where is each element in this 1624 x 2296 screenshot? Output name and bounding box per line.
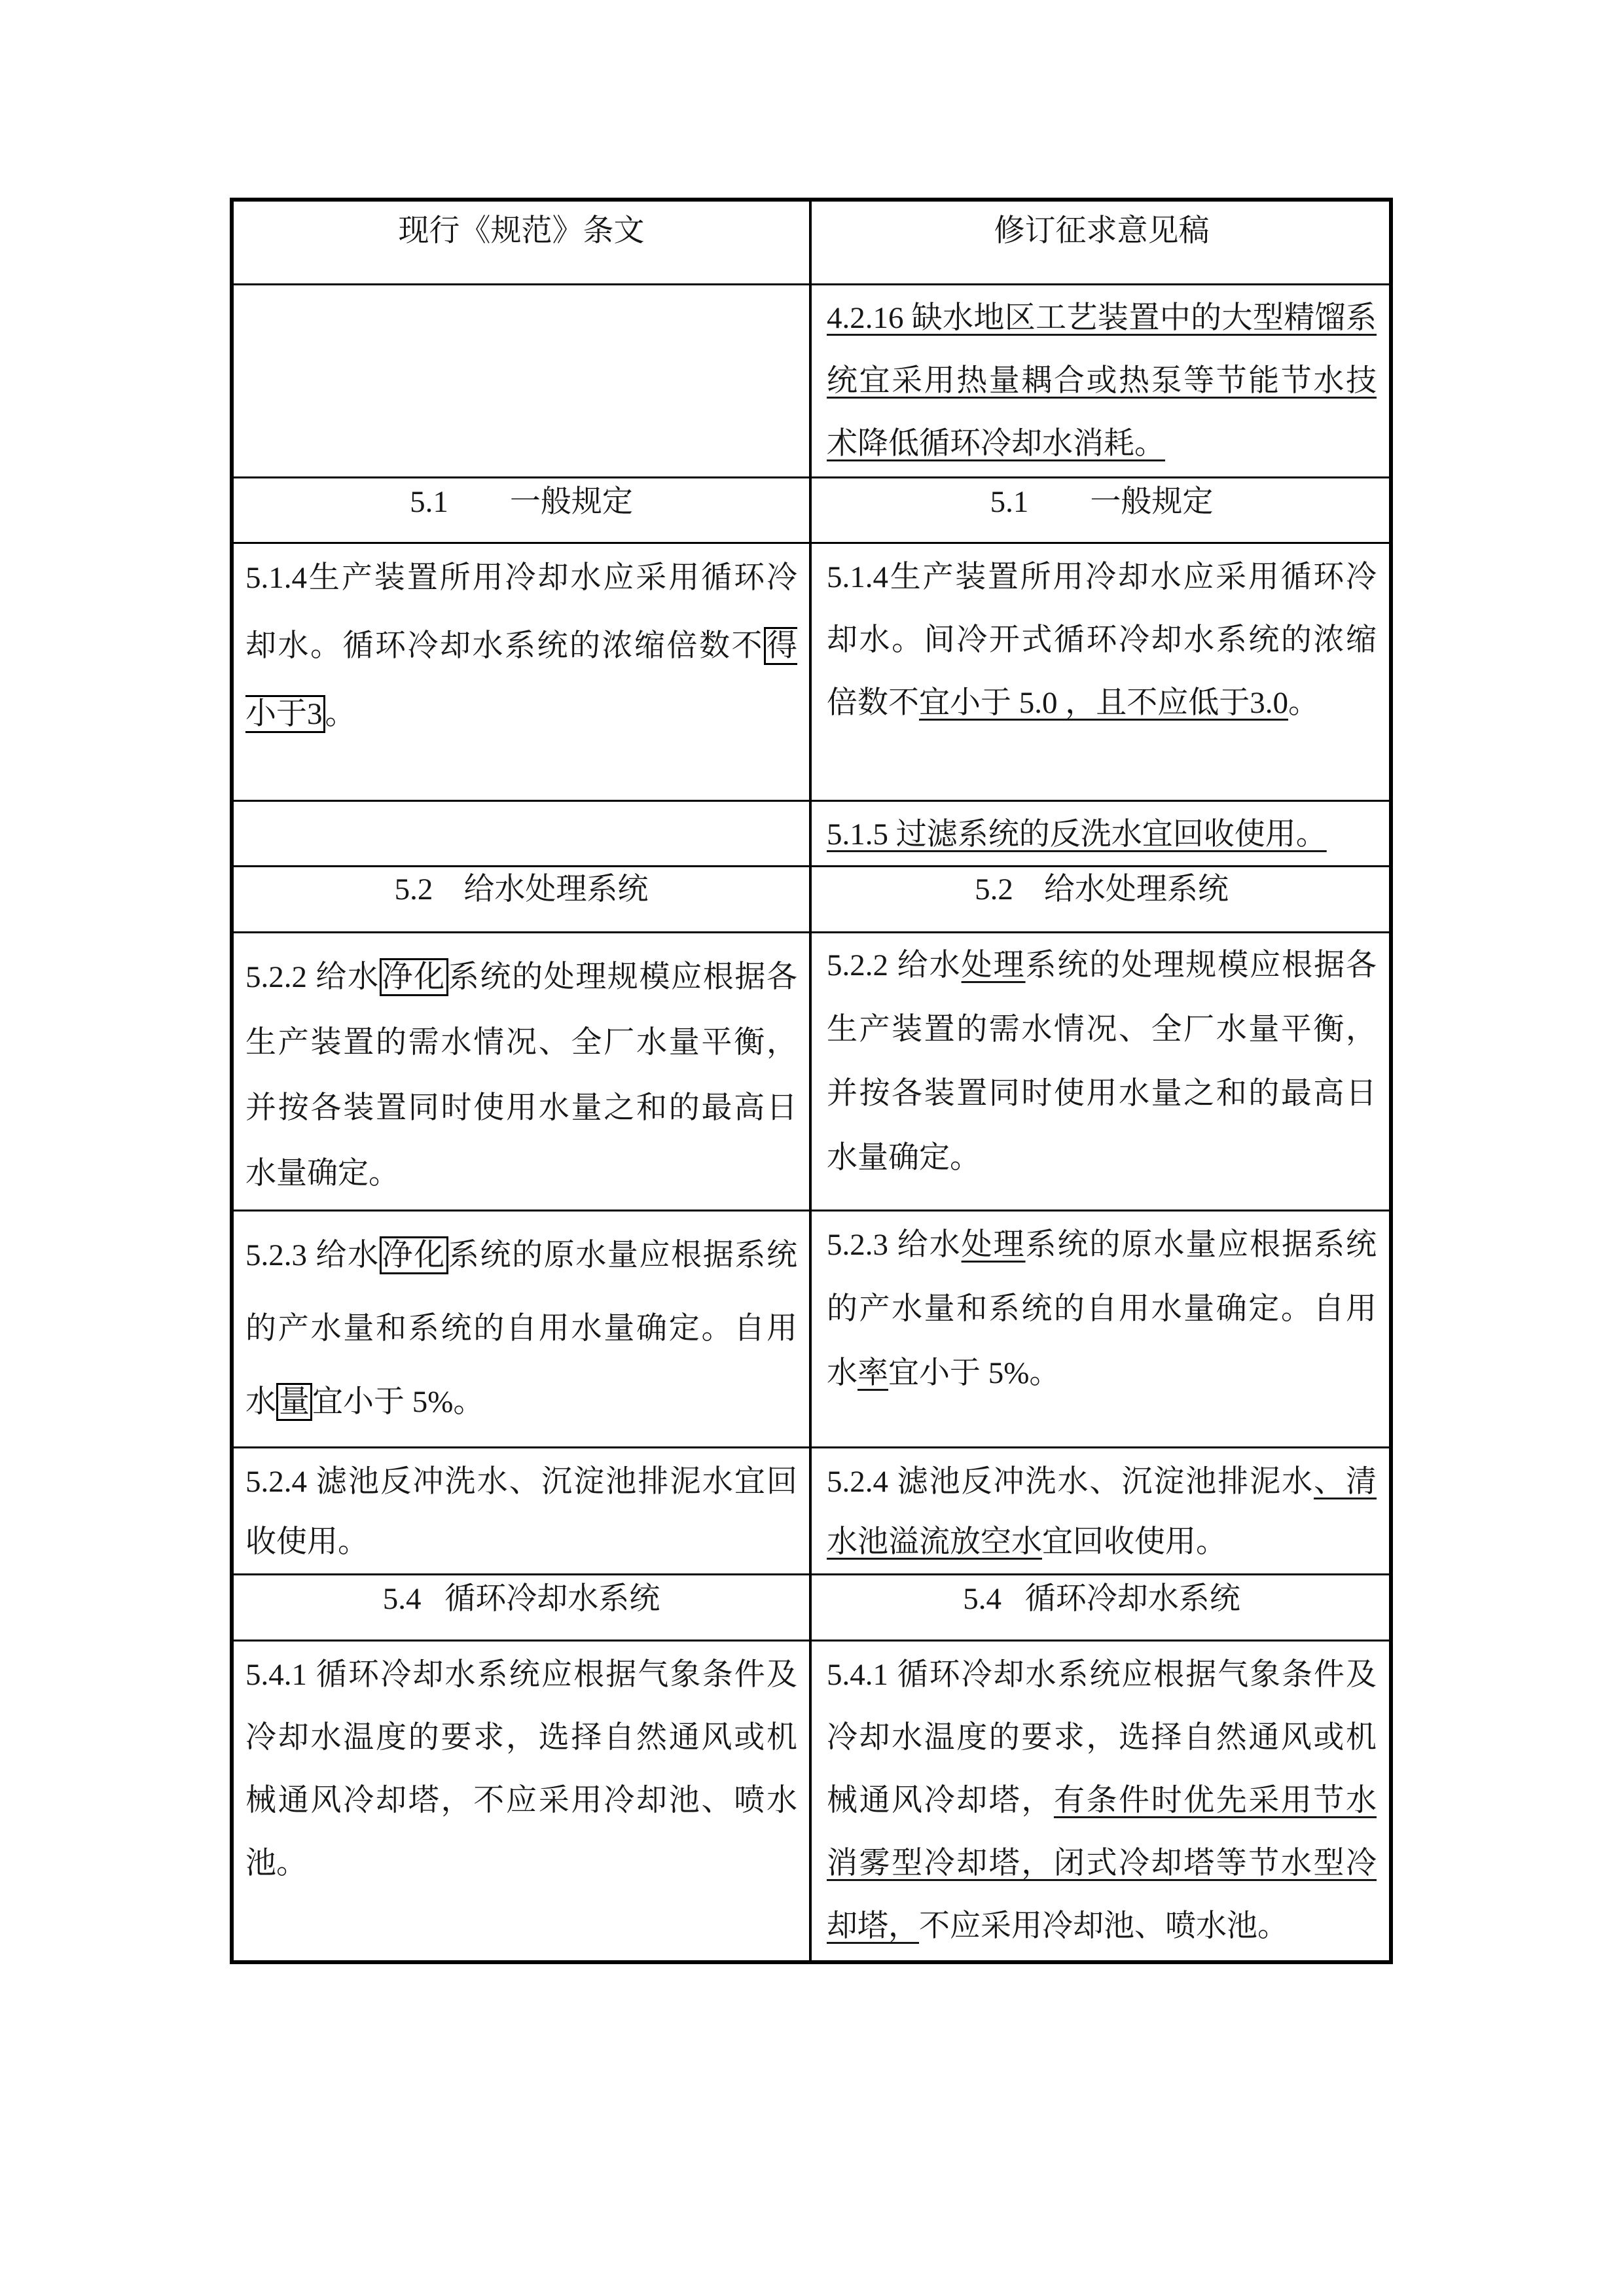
clause-text: 5.4.1 循环冷却水系统应根据气象条件及冷却水温度的要求，选择自然通风或机械通风冷却塔， — [827, 1658, 1377, 1818]
section-heading-text: 5.2 给水处理系统 — [975, 872, 1229, 906]
clause-text: 宜回收使用。 — [1042, 1525, 1227, 1559]
section-heading-text: 5.4 循环冷却水系统 — [382, 1582, 660, 1616]
table-row-5-1-5 — [234, 802, 1389, 867]
clause-text: 系统的处理规模应根据各生产装置的需水情况、全厂水量平衡，并按各装置同时使用水量之和的最高日水量确定。 — [245, 960, 798, 1191]
clause-text: 5.2.4 滤池反冲洗水、沉淀池排泥水宜回收使用。 — [245, 1465, 797, 1559]
header-current-clauses: 现行《规范》条文 — [234, 202, 812, 283]
boxed-replaced-text: 得小于3 — [245, 627, 797, 733]
table-row-5-2-2 — [234, 933, 1389, 1211]
current-clause-cell — [234, 544, 812, 800]
section-heading-current — [234, 478, 812, 542]
clause-text: 5.2.3 给水 — [245, 1238, 380, 1272]
clause-text: 宜小于 5%。 — [888, 1356, 1060, 1390]
clause-text: 系统的原水量应根据系统的产水量和系统的自用水量确定。自用水 — [827, 1228, 1377, 1390]
added-text: 处理 — [961, 948, 1026, 982]
section-row-5-2 — [234, 867, 1389, 933]
table-row-5-1-4 — [234, 544, 1389, 802]
table-row-4-2-16 — [234, 285, 1389, 478]
current-clause-cell — [234, 933, 812, 1210]
clause-text: 。 — [325, 697, 356, 731]
table-row-5-2-4 — [234, 1448, 1389, 1575]
clause-text: 。 — [1288, 686, 1319, 720]
added-text: 率 — [857, 1356, 888, 1390]
section-heading-revised — [812, 867, 1389, 931]
revised-clause-cell — [812, 285, 1389, 476]
added-text: 5.1.5 过滤系统的反洗水宜回收使用。 — [827, 817, 1327, 852]
comparison-table — [230, 198, 1393, 1964]
clause-text: 5.2.2 给水 — [827, 948, 962, 982]
current-clause-cell-empty — [234, 802, 812, 865]
revised-clause-cell — [812, 544, 1389, 800]
boxed-replaced-text: 净化 — [380, 958, 448, 996]
revised-clause-cell — [812, 1211, 1389, 1446]
added-text: 、清水池溢流放空水 — [827, 1465, 1377, 1559]
clause-text: 不应采用冷却池、喷水池。 — [919, 1909, 1288, 1943]
clause-text: 5.4.1 循环冷却水系统应根据气象条件及冷却水温度的要求，选择自然通风或机械通风冷却塔，不应采用冷却池、喷水池。 — [245, 1658, 797, 1880]
section-heading-current — [234, 1575, 812, 1640]
section-heading-revised — [812, 478, 1389, 542]
clause-text: 5.2.2 给水 — [245, 960, 380, 994]
boxed-replaced-text: 净化 — [380, 1236, 448, 1274]
clause-text: 5.1.4生产装置所用冷却水应采用循环冷却水。循环冷却水系统的浓缩倍数不 — [245, 561, 797, 663]
section-heading-revised — [812, 1575, 1389, 1640]
table-header-row — [234, 202, 1389, 285]
table-row-5-4-1 — [234, 1641, 1389, 1960]
added-text: 4.2.16 缺水地区工艺装置中的大型精馏系统宜采用热量耦合或热泵等节能节水技术降低循环冷却水消耗。 — [827, 301, 1377, 461]
current-clause-cell-empty — [234, 285, 812, 476]
table-row-5-2-3 — [234, 1211, 1389, 1448]
current-clause-cell — [234, 1211, 812, 1446]
revised-clause-cell — [812, 1448, 1389, 1573]
revised-clause-cell — [812, 1641, 1389, 1960]
section-heading-text: 5.1 一般规定 — [410, 485, 633, 519]
revised-clause-cell — [812, 933, 1389, 1210]
header-revised-draft: 修订征求意见稿 — [994, 214, 1210, 248]
section-heading-current — [234, 867, 812, 931]
section-heading-text: 5.4 循环冷却水系统 — [963, 1582, 1240, 1616]
section-row-5-4 — [234, 1575, 1389, 1641]
clause-text: 5.2.3 给水 — [827, 1228, 962, 1262]
added-text: 有条件时优先采用节水消雾型冷却塔，闭式冷却塔等节水型冷却塔， — [827, 1784, 1377, 1943]
current-clause-cell — [234, 1641, 812, 1960]
current-clause-cell — [234, 1448, 812, 1573]
clause-text: 系统的原水量应根据系统的产水量和系统的自用水量确定。自用水 — [245, 1238, 798, 1419]
clause-text: 5.1.4生产装置所用冷却水应采用循环冷却水。间冷开式循环冷却水系统的浓缩倍数不 — [827, 560, 1377, 720]
section-heading-text: 5.2 给水处理系统 — [394, 872, 649, 906]
added-text: 处理 — [961, 1228, 1026, 1262]
clause-text: 宜小于 5%。 — [312, 1385, 484, 1419]
clause-text: 5.2.4 滤池反冲洗水、沉淀池排泥水 — [827, 1465, 1314, 1499]
boxed-replaced-text: 量 — [276, 1383, 312, 1421]
added-text: 宜小于 5.0 ，且不应低于3.0 — [919, 686, 1288, 720]
section-row-5-1 — [234, 478, 1389, 544]
section-heading-text: 5.1 一般规定 — [990, 485, 1214, 519]
revised-clause-cell — [812, 802, 1389, 865]
clause-text: 系统的处理规模应根据各生产装置的需水情况、全厂水量平衡，并按各装置同时使用水量之和的最高日水量确定。 — [827, 948, 1377, 1175]
